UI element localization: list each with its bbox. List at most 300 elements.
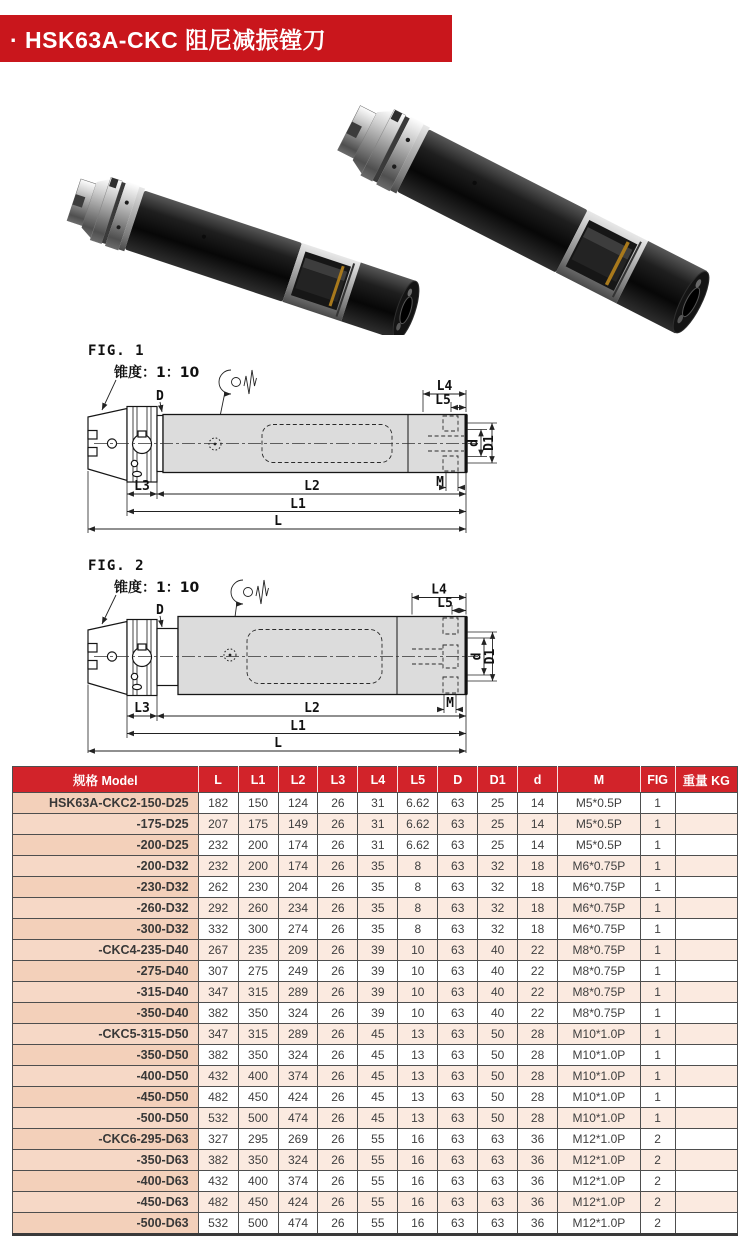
- model-cell: -350-D63: [13, 1150, 199, 1171]
- value-cell: 31: [358, 814, 398, 835]
- value-cell: 63: [438, 982, 478, 1003]
- value-cell: 275: [238, 961, 278, 982]
- product-photo-short-bar: [63, 167, 425, 335]
- value-cell: 36: [518, 1129, 558, 1150]
- column-header: 重量 KG: [675, 767, 737, 793]
- value-cell: 16: [398, 1129, 438, 1150]
- table-row: [13, 1108, 738, 1129]
- value-cell: 230: [238, 877, 278, 898]
- value-cell: M6*0.75P: [558, 898, 641, 919]
- column-header: d: [518, 767, 558, 793]
- value-cell: 63: [438, 835, 478, 856]
- table-row: [13, 1024, 738, 1045]
- value-cell: 45: [358, 1087, 398, 1108]
- value-cell: 39: [358, 961, 398, 982]
- fig2-dim-M: M: [446, 696, 454, 711]
- value-cell: 50: [478, 1108, 518, 1129]
- value-cell: 16: [398, 1213, 438, 1235]
- model-cell: HSK63A-CKC2-150-D25: [13, 793, 199, 814]
- value-cell: 63: [478, 1192, 518, 1213]
- title-bar: [0, 15, 452, 62]
- value-cell: [675, 877, 737, 898]
- value-cell: 1: [640, 856, 675, 877]
- value-cell: 35: [358, 898, 398, 919]
- value-cell: 424: [278, 1192, 318, 1213]
- value-cell: [675, 1129, 737, 1150]
- value-cell: 63: [438, 1003, 478, 1024]
- value-cell: M12*1.0P: [558, 1129, 641, 1150]
- value-cell: 50: [478, 1045, 518, 1066]
- value-cell: 10: [398, 961, 438, 982]
- value-cell: M12*1.0P: [558, 1192, 641, 1213]
- value-cell: 55: [358, 1150, 398, 1171]
- value-cell: 63: [478, 1213, 518, 1235]
- value-cell: 26: [318, 1066, 358, 1087]
- value-cell: 28: [518, 1024, 558, 1045]
- value-cell: 260: [238, 898, 278, 919]
- value-cell: M6*0.75P: [558, 856, 641, 877]
- value-cell: 232: [198, 856, 238, 877]
- value-cell: M6*0.75P: [558, 877, 641, 898]
- table-row: [13, 856, 738, 877]
- value-cell: 63: [438, 856, 478, 877]
- value-cell: 26: [318, 793, 358, 814]
- value-cell: 22: [518, 961, 558, 982]
- spec-table-body: [13, 793, 738, 1235]
- fig1-dim-M: M: [436, 475, 444, 490]
- value-cell: 1: [640, 1087, 675, 1108]
- value-cell: 55: [358, 1192, 398, 1213]
- value-cell: 324: [278, 1045, 318, 1066]
- value-cell: M10*1.0P: [558, 1066, 641, 1087]
- value-cell: 1: [640, 877, 675, 898]
- value-cell: 232: [198, 835, 238, 856]
- table-row: [13, 982, 738, 1003]
- value-cell: 63: [438, 814, 478, 835]
- value-cell: 31: [358, 835, 398, 856]
- fig1-dim-L2: L2: [304, 479, 320, 494]
- value-cell: 55: [358, 1171, 398, 1192]
- value-cell: 32: [478, 898, 518, 919]
- value-cell: [675, 1150, 737, 1171]
- column-header: 规格 Model: [13, 767, 199, 793]
- table-row: [13, 1171, 738, 1192]
- column-header: L5: [398, 767, 438, 793]
- value-cell: 350: [238, 1003, 278, 1024]
- fig2-dim-L5: L5: [437, 596, 453, 611]
- value-cell: 1: [640, 1024, 675, 1045]
- value-cell: 450: [238, 1087, 278, 1108]
- value-cell: 350: [238, 1045, 278, 1066]
- value-cell: [675, 919, 737, 940]
- fig1-dim-L5: L5: [435, 393, 451, 408]
- value-cell: 8: [398, 877, 438, 898]
- fig2-dim-D: D: [156, 603, 164, 618]
- value-cell: [675, 1087, 737, 1108]
- value-cell: 50: [478, 1066, 518, 1087]
- fig1-dim-D: D: [156, 389, 164, 404]
- value-cell: 22: [518, 982, 558, 1003]
- value-cell: 300: [238, 919, 278, 940]
- value-cell: 63: [438, 1192, 478, 1213]
- value-cell: 26: [318, 961, 358, 982]
- value-cell: M8*0.75P: [558, 940, 641, 961]
- table-row: [13, 1066, 738, 1087]
- value-cell: 424: [278, 1087, 318, 1108]
- value-cell: 45: [358, 1108, 398, 1129]
- value-cell: 50: [478, 1087, 518, 1108]
- value-cell: 500: [238, 1108, 278, 1129]
- value-cell: 200: [238, 856, 278, 877]
- column-header: L3: [318, 767, 358, 793]
- model-cell: -400-D63: [13, 1171, 199, 1192]
- value-cell: 474: [278, 1108, 318, 1129]
- value-cell: 1: [640, 814, 675, 835]
- table-row: [13, 1213, 738, 1235]
- model-cell: -260-D32: [13, 898, 199, 919]
- value-cell: 235: [238, 940, 278, 961]
- value-cell: M10*1.0P: [558, 1024, 641, 1045]
- value-cell: 63: [438, 919, 478, 940]
- value-cell: 124: [278, 793, 318, 814]
- value-cell: 1: [640, 940, 675, 961]
- spec-table: [12, 766, 738, 1236]
- column-header: FIG: [640, 767, 675, 793]
- column-header: D: [438, 767, 478, 793]
- value-cell: [675, 1066, 737, 1087]
- column-header: L: [198, 767, 238, 793]
- table-row: [13, 1003, 738, 1024]
- fig1-tool-body: [88, 407, 478, 483]
- value-cell: 1: [640, 919, 675, 940]
- value-cell: 14: [518, 814, 558, 835]
- value-cell: 32: [478, 856, 518, 877]
- value-cell: M10*1.0P: [558, 1045, 641, 1066]
- value-cell: 1: [640, 793, 675, 814]
- value-cell: 26: [318, 1024, 358, 1045]
- table-row: [13, 1087, 738, 1108]
- value-cell: 382: [198, 1150, 238, 1171]
- value-cell: 234: [278, 898, 318, 919]
- value-cell: 40: [478, 982, 518, 1003]
- value-cell: 332: [198, 919, 238, 940]
- value-cell: M5*0.5P: [558, 835, 641, 856]
- value-cell: 63: [438, 1066, 478, 1087]
- value-cell: 174: [278, 856, 318, 877]
- value-cell: 26: [318, 856, 358, 877]
- column-header: L4: [358, 767, 398, 793]
- fig1-taper-label: 锥度：1：10: [114, 365, 200, 381]
- value-cell: 63: [478, 1129, 518, 1150]
- model-cell: -200-D32: [13, 856, 199, 877]
- value-cell: 1: [640, 1045, 675, 1066]
- value-cell: 175: [238, 814, 278, 835]
- model-cell: -500-D63: [13, 1213, 199, 1235]
- model-cell: -CKC6-295-D63: [13, 1129, 199, 1150]
- value-cell: [675, 961, 737, 982]
- value-cell: 63: [438, 1024, 478, 1045]
- table-row: [13, 1192, 738, 1213]
- fig2-dim-d: d: [469, 652, 485, 661]
- value-cell: 26: [318, 898, 358, 919]
- value-cell: 25: [478, 814, 518, 835]
- spec-table-header: [13, 767, 738, 793]
- product-photos: [0, 85, 750, 335]
- fig2-title: FIG. 2: [88, 558, 145, 574]
- value-cell: 45: [358, 1066, 398, 1087]
- value-cell: 26: [318, 877, 358, 898]
- value-cell: M12*1.0P: [558, 1213, 641, 1235]
- table-row: [13, 961, 738, 982]
- column-header: L2: [278, 767, 318, 793]
- value-cell: 26: [318, 835, 358, 856]
- value-cell: 36: [518, 1171, 558, 1192]
- value-cell: 63: [478, 1150, 518, 1171]
- table-row: [13, 919, 738, 940]
- value-cell: 63: [438, 961, 478, 982]
- value-cell: 26: [318, 1129, 358, 1150]
- value-cell: 10: [398, 940, 438, 961]
- value-cell: 13: [398, 1087, 438, 1108]
- value-cell: [675, 1108, 737, 1129]
- value-cell: 315: [238, 982, 278, 1003]
- value-cell: 6.62: [398, 835, 438, 856]
- value-cell: 36: [518, 1213, 558, 1235]
- value-cell: 13: [398, 1024, 438, 1045]
- value-cell: M5*0.5P: [558, 814, 641, 835]
- value-cell: 2: [640, 1129, 675, 1150]
- table-row: [13, 814, 738, 835]
- model-cell: -200-D25: [13, 835, 199, 856]
- model-cell: -300-D32: [13, 919, 199, 940]
- value-cell: 22: [518, 1003, 558, 1024]
- value-cell: 1: [640, 1066, 675, 1087]
- table-row: [13, 835, 738, 856]
- value-cell: 327: [198, 1129, 238, 1150]
- fig2-dim-L3: L3: [134, 701, 150, 716]
- header-row: [13, 767, 738, 793]
- value-cell: 200: [238, 835, 278, 856]
- column-header: D1: [478, 767, 518, 793]
- value-cell: 2: [640, 1171, 675, 1192]
- value-cell: 13: [398, 1045, 438, 1066]
- value-cell: 432: [198, 1171, 238, 1192]
- value-cell: M12*1.0P: [558, 1150, 641, 1171]
- value-cell: M8*0.75P: [558, 982, 641, 1003]
- value-cell: 150: [238, 793, 278, 814]
- value-cell: 2: [640, 1213, 675, 1235]
- value-cell: 26: [318, 1003, 358, 1024]
- fig1-dim-L: L: [274, 514, 282, 529]
- value-cell: [675, 835, 737, 856]
- value-cell: 39: [358, 940, 398, 961]
- table-row: [13, 1150, 738, 1171]
- value-cell: 28: [518, 1045, 558, 1066]
- value-cell: 2: [640, 1150, 675, 1171]
- value-cell: 35: [358, 856, 398, 877]
- value-cell: 63: [438, 1171, 478, 1192]
- value-cell: 6.62: [398, 814, 438, 835]
- value-cell: 31: [358, 793, 398, 814]
- value-cell: 63: [438, 1129, 478, 1150]
- value-cell: 35: [358, 919, 398, 940]
- column-header: L1: [238, 767, 278, 793]
- value-cell: 32: [478, 919, 518, 940]
- value-cell: 32: [478, 877, 518, 898]
- value-cell: 347: [198, 1024, 238, 1045]
- model-cell: -175-D25: [13, 814, 199, 835]
- value-cell: 474: [278, 1213, 318, 1235]
- value-cell: M8*0.75P: [558, 1003, 641, 1024]
- value-cell: M12*1.0P: [558, 1171, 641, 1192]
- value-cell: 35: [358, 877, 398, 898]
- value-cell: 45: [358, 1045, 398, 1066]
- value-cell: 289: [278, 982, 318, 1003]
- value-cell: 16: [398, 1171, 438, 1192]
- value-cell: 182: [198, 793, 238, 814]
- value-cell: 63: [438, 1213, 478, 1235]
- model-cell: -CKC4-235-D40: [13, 940, 199, 961]
- value-cell: 482: [198, 1192, 238, 1213]
- fig1-dim-L4: L4: [436, 379, 453, 394]
- value-cell: 26: [318, 982, 358, 1003]
- value-cell: 400: [238, 1066, 278, 1087]
- value-cell: 324: [278, 1150, 318, 1171]
- value-cell: 8: [398, 919, 438, 940]
- fig2-dim-L1: L1: [290, 719, 306, 734]
- value-cell: 292: [198, 898, 238, 919]
- value-cell: 36: [518, 1192, 558, 1213]
- value-cell: 10: [398, 1003, 438, 1024]
- value-cell: 149: [278, 814, 318, 835]
- value-cell: 374: [278, 1171, 318, 1192]
- value-cell: 18: [518, 919, 558, 940]
- value-cell: [675, 814, 737, 835]
- value-cell: 26: [318, 1087, 358, 1108]
- value-cell: 25: [478, 835, 518, 856]
- table-row: [13, 898, 738, 919]
- value-cell: 63: [438, 877, 478, 898]
- fig2-dim-L4: L4: [431, 582, 447, 598]
- value-cell: 26: [318, 1045, 358, 1066]
- fig1-dim-L3: L3: [134, 479, 150, 494]
- value-cell: [675, 1045, 737, 1066]
- figure-2-drawing: [0, 548, 500, 766]
- value-cell: 26: [318, 1213, 358, 1235]
- value-cell: 26: [318, 1171, 358, 1192]
- value-cell: 18: [518, 898, 558, 919]
- value-cell: [675, 856, 737, 877]
- value-cell: 269: [278, 1129, 318, 1150]
- value-cell: 295: [238, 1129, 278, 1150]
- value-cell: 26: [318, 814, 358, 835]
- table-row: [13, 877, 738, 898]
- value-cell: 432: [198, 1066, 238, 1087]
- value-cell: 63: [438, 1045, 478, 1066]
- value-cell: 14: [518, 835, 558, 856]
- model-cell: -450-D63: [13, 1192, 199, 1213]
- value-cell: 63: [478, 1171, 518, 1192]
- value-cell: 1: [640, 898, 675, 919]
- fig2-tool-body: [88, 617, 478, 696]
- model-cell: -450-D50: [13, 1087, 199, 1108]
- value-cell: 1: [640, 982, 675, 1003]
- model-cell: -350-D40: [13, 1003, 199, 1024]
- value-cell: 382: [198, 1003, 238, 1024]
- value-cell: M6*0.75P: [558, 919, 641, 940]
- value-cell: 28: [518, 1087, 558, 1108]
- model-cell: -400-D50: [13, 1066, 199, 1087]
- value-cell: [675, 982, 737, 1003]
- value-cell: 209: [278, 940, 318, 961]
- fig1-title: FIG. 1: [88, 343, 145, 359]
- value-cell: [675, 1003, 737, 1024]
- value-cell: [675, 793, 737, 814]
- value-cell: 274: [278, 919, 318, 940]
- value-cell: 18: [518, 856, 558, 877]
- value-cell: M5*0.5P: [558, 793, 641, 814]
- value-cell: 22: [518, 940, 558, 961]
- value-cell: 324: [278, 1003, 318, 1024]
- fig1-dim-L1: L1: [290, 497, 306, 512]
- value-cell: 350: [238, 1150, 278, 1171]
- value-cell: 63: [438, 1108, 478, 1129]
- value-cell: 532: [198, 1213, 238, 1235]
- value-cell: 26: [318, 919, 358, 940]
- value-cell: 45: [358, 1024, 398, 1045]
- value-cell: 10: [398, 982, 438, 1003]
- fig2-dim-D1: D1: [483, 648, 498, 665]
- value-cell: 400: [238, 1171, 278, 1192]
- value-cell: 26: [318, 1192, 358, 1213]
- model-cell: -500-D50: [13, 1108, 199, 1129]
- figure-1-drawing: [0, 330, 500, 545]
- value-cell: 63: [438, 898, 478, 919]
- value-cell: 174: [278, 835, 318, 856]
- value-cell: 374: [278, 1066, 318, 1087]
- value-cell: 1: [640, 1003, 675, 1024]
- value-cell: 2: [640, 1192, 675, 1213]
- value-cell: 26: [318, 1108, 358, 1129]
- value-cell: 500: [238, 1213, 278, 1235]
- value-cell: 63: [438, 1150, 478, 1171]
- value-cell: [675, 1213, 737, 1235]
- value-cell: 1: [640, 961, 675, 982]
- value-cell: M8*0.75P: [558, 961, 641, 982]
- value-cell: 28: [518, 1108, 558, 1129]
- value-cell: 16: [398, 1150, 438, 1171]
- value-cell: 1: [640, 1108, 675, 1129]
- value-cell: 13: [398, 1066, 438, 1087]
- value-cell: 63: [438, 1087, 478, 1108]
- value-cell: 8: [398, 856, 438, 877]
- value-cell: 207: [198, 814, 238, 835]
- value-cell: M10*1.0P: [558, 1087, 641, 1108]
- table-row: [13, 940, 738, 961]
- fig1-dim-d: d: [466, 439, 482, 447]
- value-cell: 28: [518, 1066, 558, 1087]
- value-cell: 382: [198, 1045, 238, 1066]
- value-cell: 13: [398, 1108, 438, 1129]
- value-cell: 289: [278, 1024, 318, 1045]
- value-cell: 6.62: [398, 793, 438, 814]
- value-cell: 16: [398, 1192, 438, 1213]
- value-cell: 40: [478, 940, 518, 961]
- value-cell: [675, 940, 737, 961]
- value-cell: 307: [198, 961, 238, 982]
- table-row: [13, 1045, 738, 1066]
- value-cell: [675, 1171, 737, 1192]
